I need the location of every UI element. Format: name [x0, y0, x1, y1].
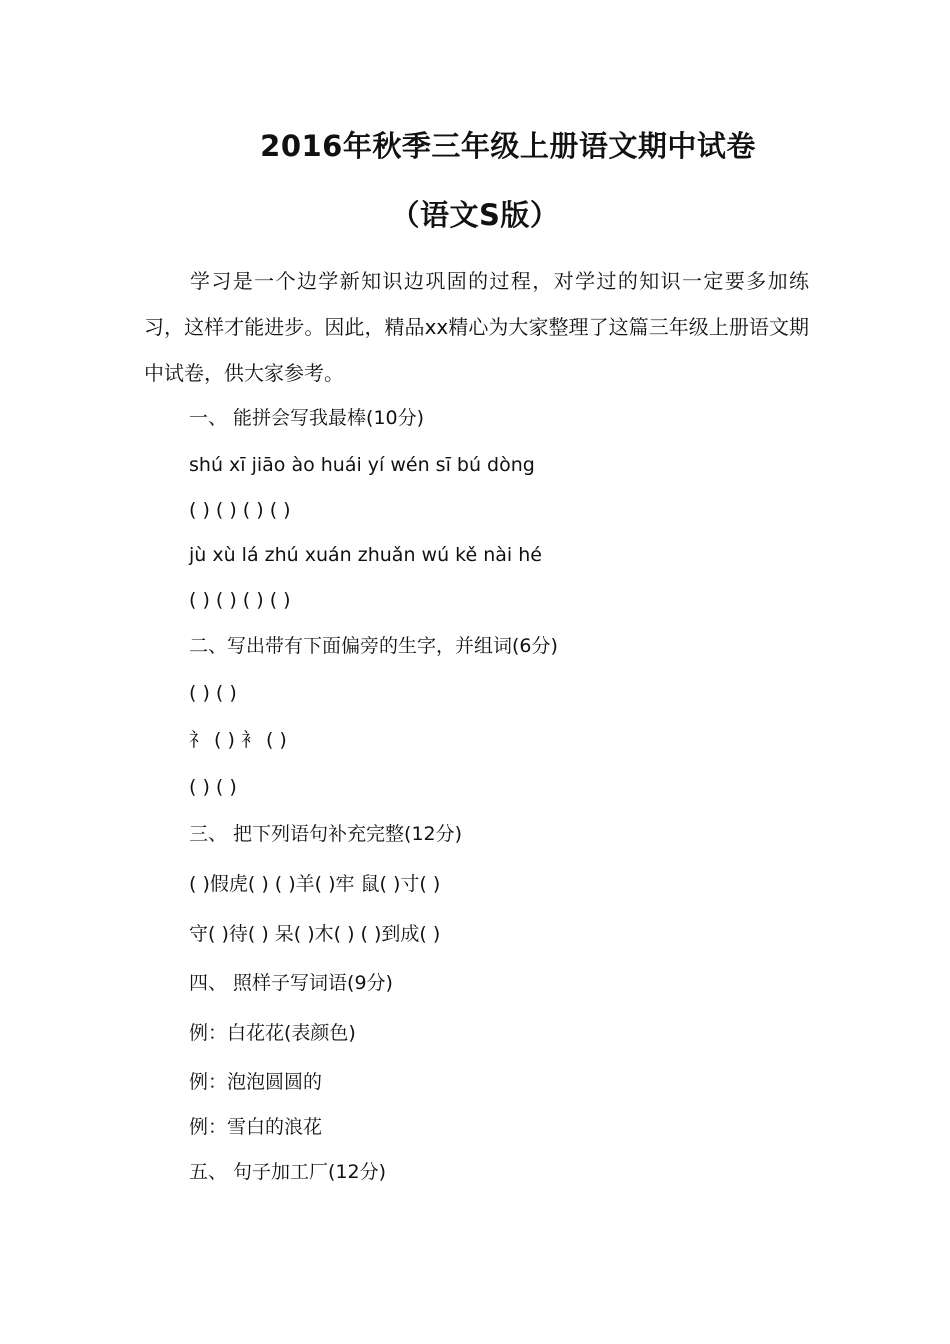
- section-heading-4: 四、 照样子写词语(9分): [189, 972, 393, 994]
- answer-blanks-2: ( ) ( ) ( ) ( ): [189, 589, 291, 611]
- idiom-blanks-2: 守( )待( ) 呆( )木( ) ( )到成( ): [189, 923, 441, 945]
- radical-blanks-1: ( ) ( ): [189, 682, 237, 704]
- section-heading-5: 五、 句子加工厂(12分): [189, 1161, 387, 1183]
- section-heading-2: 二、写出带有下面偏旁的生字，并组词(6分): [189, 635, 558, 657]
- radical-blanks-3: ( ) ( ): [189, 776, 237, 798]
- document-subtitle: （语文S版）: [390, 198, 560, 232]
- pinyin-line-2: jù xù lá zhú xuán zhuǎn wú kě nài hé: [189, 544, 542, 566]
- answer-blanks-1: ( ) ( ) ( ) ( ): [189, 499, 291, 521]
- document-title: 2016年秋季三年级上册语文期中试卷: [260, 129, 756, 163]
- idiom-blanks-1: ( )假虎( ) ( )羊( )牢 鼠( )寸( ): [189, 873, 441, 895]
- radical-blanks-2: 礻 ( ) 衤 ( ): [189, 729, 287, 751]
- pinyin-line-1: shú xī jiāo ào huái yí wén sī bú dòng: [189, 454, 535, 476]
- section-heading-1: 一、 能拼会写我最棒(10分): [189, 407, 425, 429]
- section-heading-3: 三、 把下列语句补充完整(12分): [189, 823, 463, 845]
- example-line-2: 例：泡泡圆圆的: [189, 1071, 323, 1093]
- intro-paragraph: 学习是一个边学新知识边巩固的过程，对学过的知识一定要多加练习，这样才能进步。因此，精品xx精心为大家整理了这篇三年级上册语文期中试卷，供大家参考。: [144, 269, 809, 385]
- example-line-1: 例：白花花(表颜色): [189, 1022, 356, 1044]
- example-line-3: 例：雪白的浪花: [189, 1116, 323, 1138]
